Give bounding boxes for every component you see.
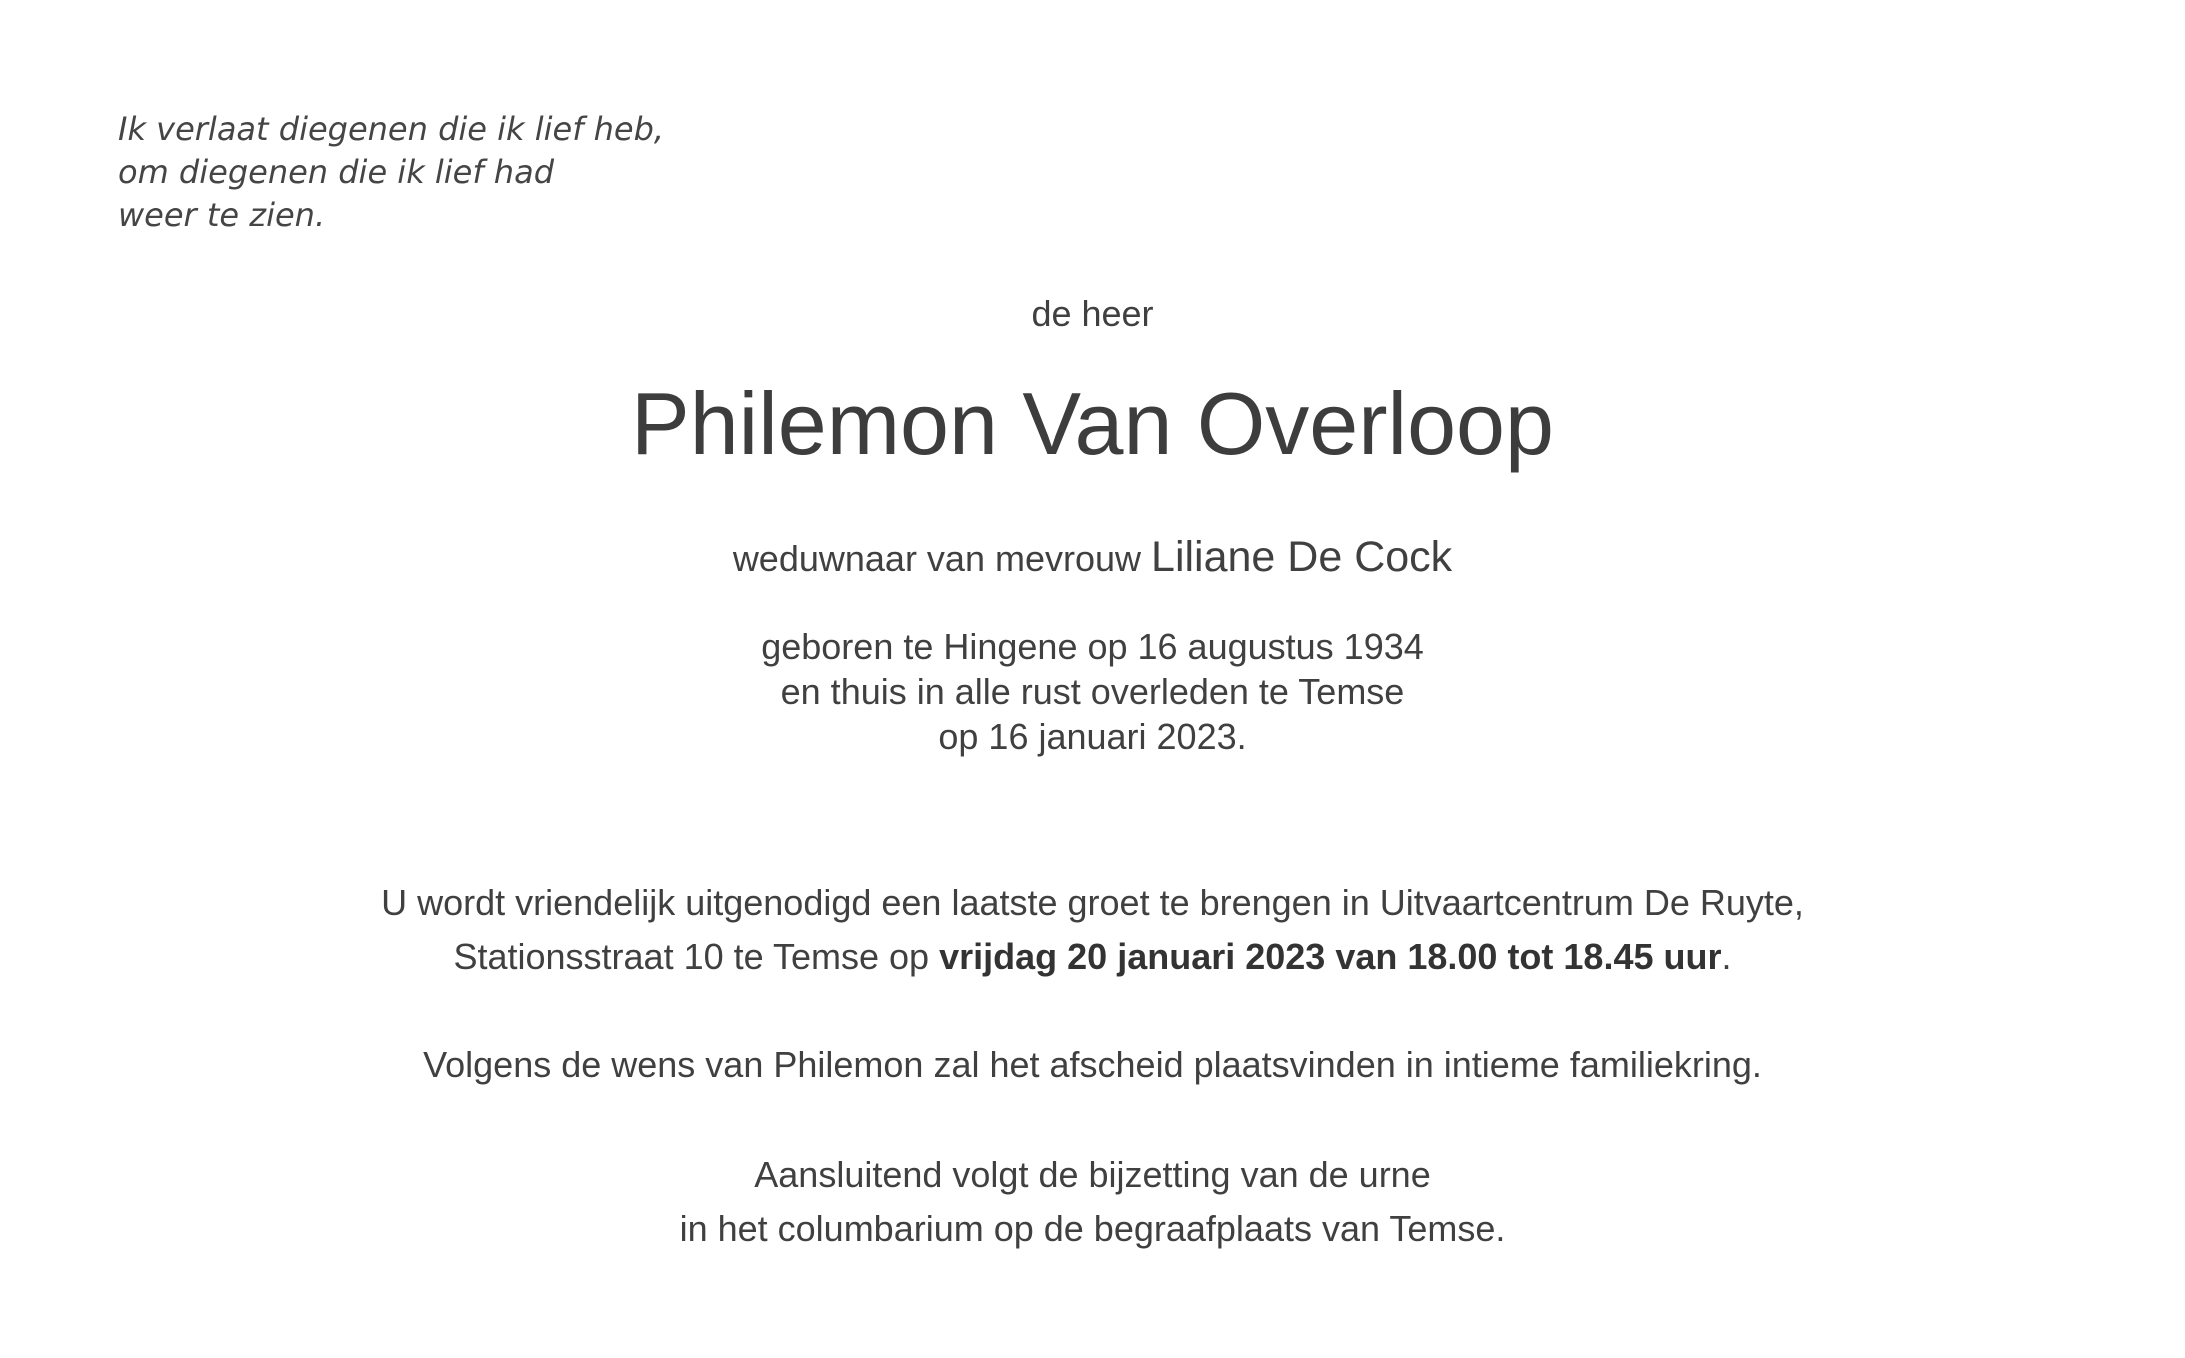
life-details	[0, 624, 2185, 759]
salutation: de heer	[1031, 293, 1154, 334]
poem	[118, 108, 818, 237]
spouse-line	[0, 528, 2185, 588]
invitation-period: .	[1721, 936, 1732, 977]
poem-line: weer te zien.	[118, 196, 326, 234]
invitation-line	[0, 930, 2185, 984]
life-line: geboren te Hingene op 16 augustus 1934	[761, 626, 1424, 667]
spouse-prefix: weduwnaar van mevrouw	[732, 538, 1142, 579]
invitation-address: Stationsstraat 10 te Temse op	[453, 936, 930, 977]
wish-statement: Volgens de wens van Philemon zal het afscheid plaatsvinden in intieme familiekring.	[423, 1044, 1762, 1085]
invitation-date-time: vrijdag 20 januari 2023 van 18.00 tot 18.45 uur	[939, 936, 1722, 977]
poem-line: Ik verlaat diegenen die ik lief heb,	[118, 110, 665, 148]
urn-details	[0, 1148, 2185, 1256]
urn-line: Aansluitend volgt de bijzetting van de urne	[754, 1154, 1431, 1195]
life-line: en thuis in alle rust overleden te Temse	[780, 671, 1405, 712]
invitation-line: U wordt vriendelijk uitgenodigd een laatste groet te brengen in Uitvaartcentrum De Ruyte,	[381, 882, 1804, 923]
invitation	[0, 876, 2185, 984]
urn-line: in het columbarium op de begraafplaats van Temse.	[679, 1208, 1506, 1249]
poem-line: om diegenen die ik lief had	[118, 153, 554, 191]
life-line: op 16 januari 2023.	[938, 716, 1247, 757]
deceased-name: Philemon Van Overloop	[631, 374, 1554, 473]
spouse-name: Liliane De Cock	[1151, 533, 1453, 581]
